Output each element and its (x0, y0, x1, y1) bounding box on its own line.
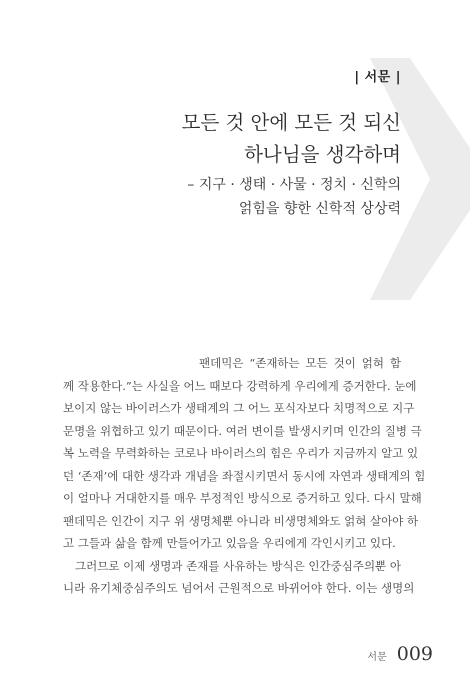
page-number: 009 (396, 643, 433, 665)
body-line: 니라 유기체중심주의도 넘어서 근원적으로 바뀌어야 한다. 이는 생명의 (63, 581, 415, 595)
footer-section-label: 서문 (367, 652, 387, 663)
chapter-subtitle-line-1: – 지구 · 생태 · 사물 · 정치 · 신학의 (187, 177, 401, 193)
body-line: 그러므로 이제 생명과 존재를 사유하는 방식은 인간중심주의뿐 아 (75, 558, 401, 573)
body-line: 이 얼마나 거대한지를 매우 부정적인 방식으로 증거하고 있다. 다시 말해 (63, 491, 422, 505)
body-line: 던 ‘존재’에 대한 생각과 개념을 좌절시키면서 동시에 자연과 생태계의 힘 (63, 468, 426, 483)
body-line: 고 그들과 삶을 함께 만들어가고 있음을 우리에게 각인시키고 있다. (63, 536, 396, 550)
body-line: 문명을 위협하고 있기 때문이다. 여러 변이를 발생시키며 인간의 질병 극 (63, 423, 422, 438)
chapter-title-block (182, 107, 401, 221)
body-line: 보이지 않는 바이러스가 생태계의 그 어느 포식자보다 치명적으로 지구 (63, 401, 415, 415)
chapter-subtitle-line-2: 얽힘을 향한 신학적 상상력 (238, 201, 401, 217)
chapter-title-line-2: 하나님을 생각하며 (244, 143, 401, 166)
body-line: 복 노력을 무력화하는 코로나 바이러스의 힘은 우리가 지금까지 알고 있 (63, 446, 419, 460)
chapter-title-line-1: 모든 것 안에 모든 것 되신 (181, 111, 401, 134)
body-line: 팬데믹은 인간이 지구 위 생명체뿐 아니라 비생명체와도 얽혀 살아야 하 (63, 513, 419, 528)
page-footer (367, 643, 433, 665)
body-line: 께 작용한다.”는 사실을 어느 때보다 강력하게 우리에게 증거한다. 눈에 (63, 378, 417, 393)
body-line: 팬데믹은 “존재하는 모든 것이 얽혀 함 (199, 356, 401, 370)
body-text (63, 352, 426, 600)
section-label: | 서문 | (354, 70, 401, 85)
